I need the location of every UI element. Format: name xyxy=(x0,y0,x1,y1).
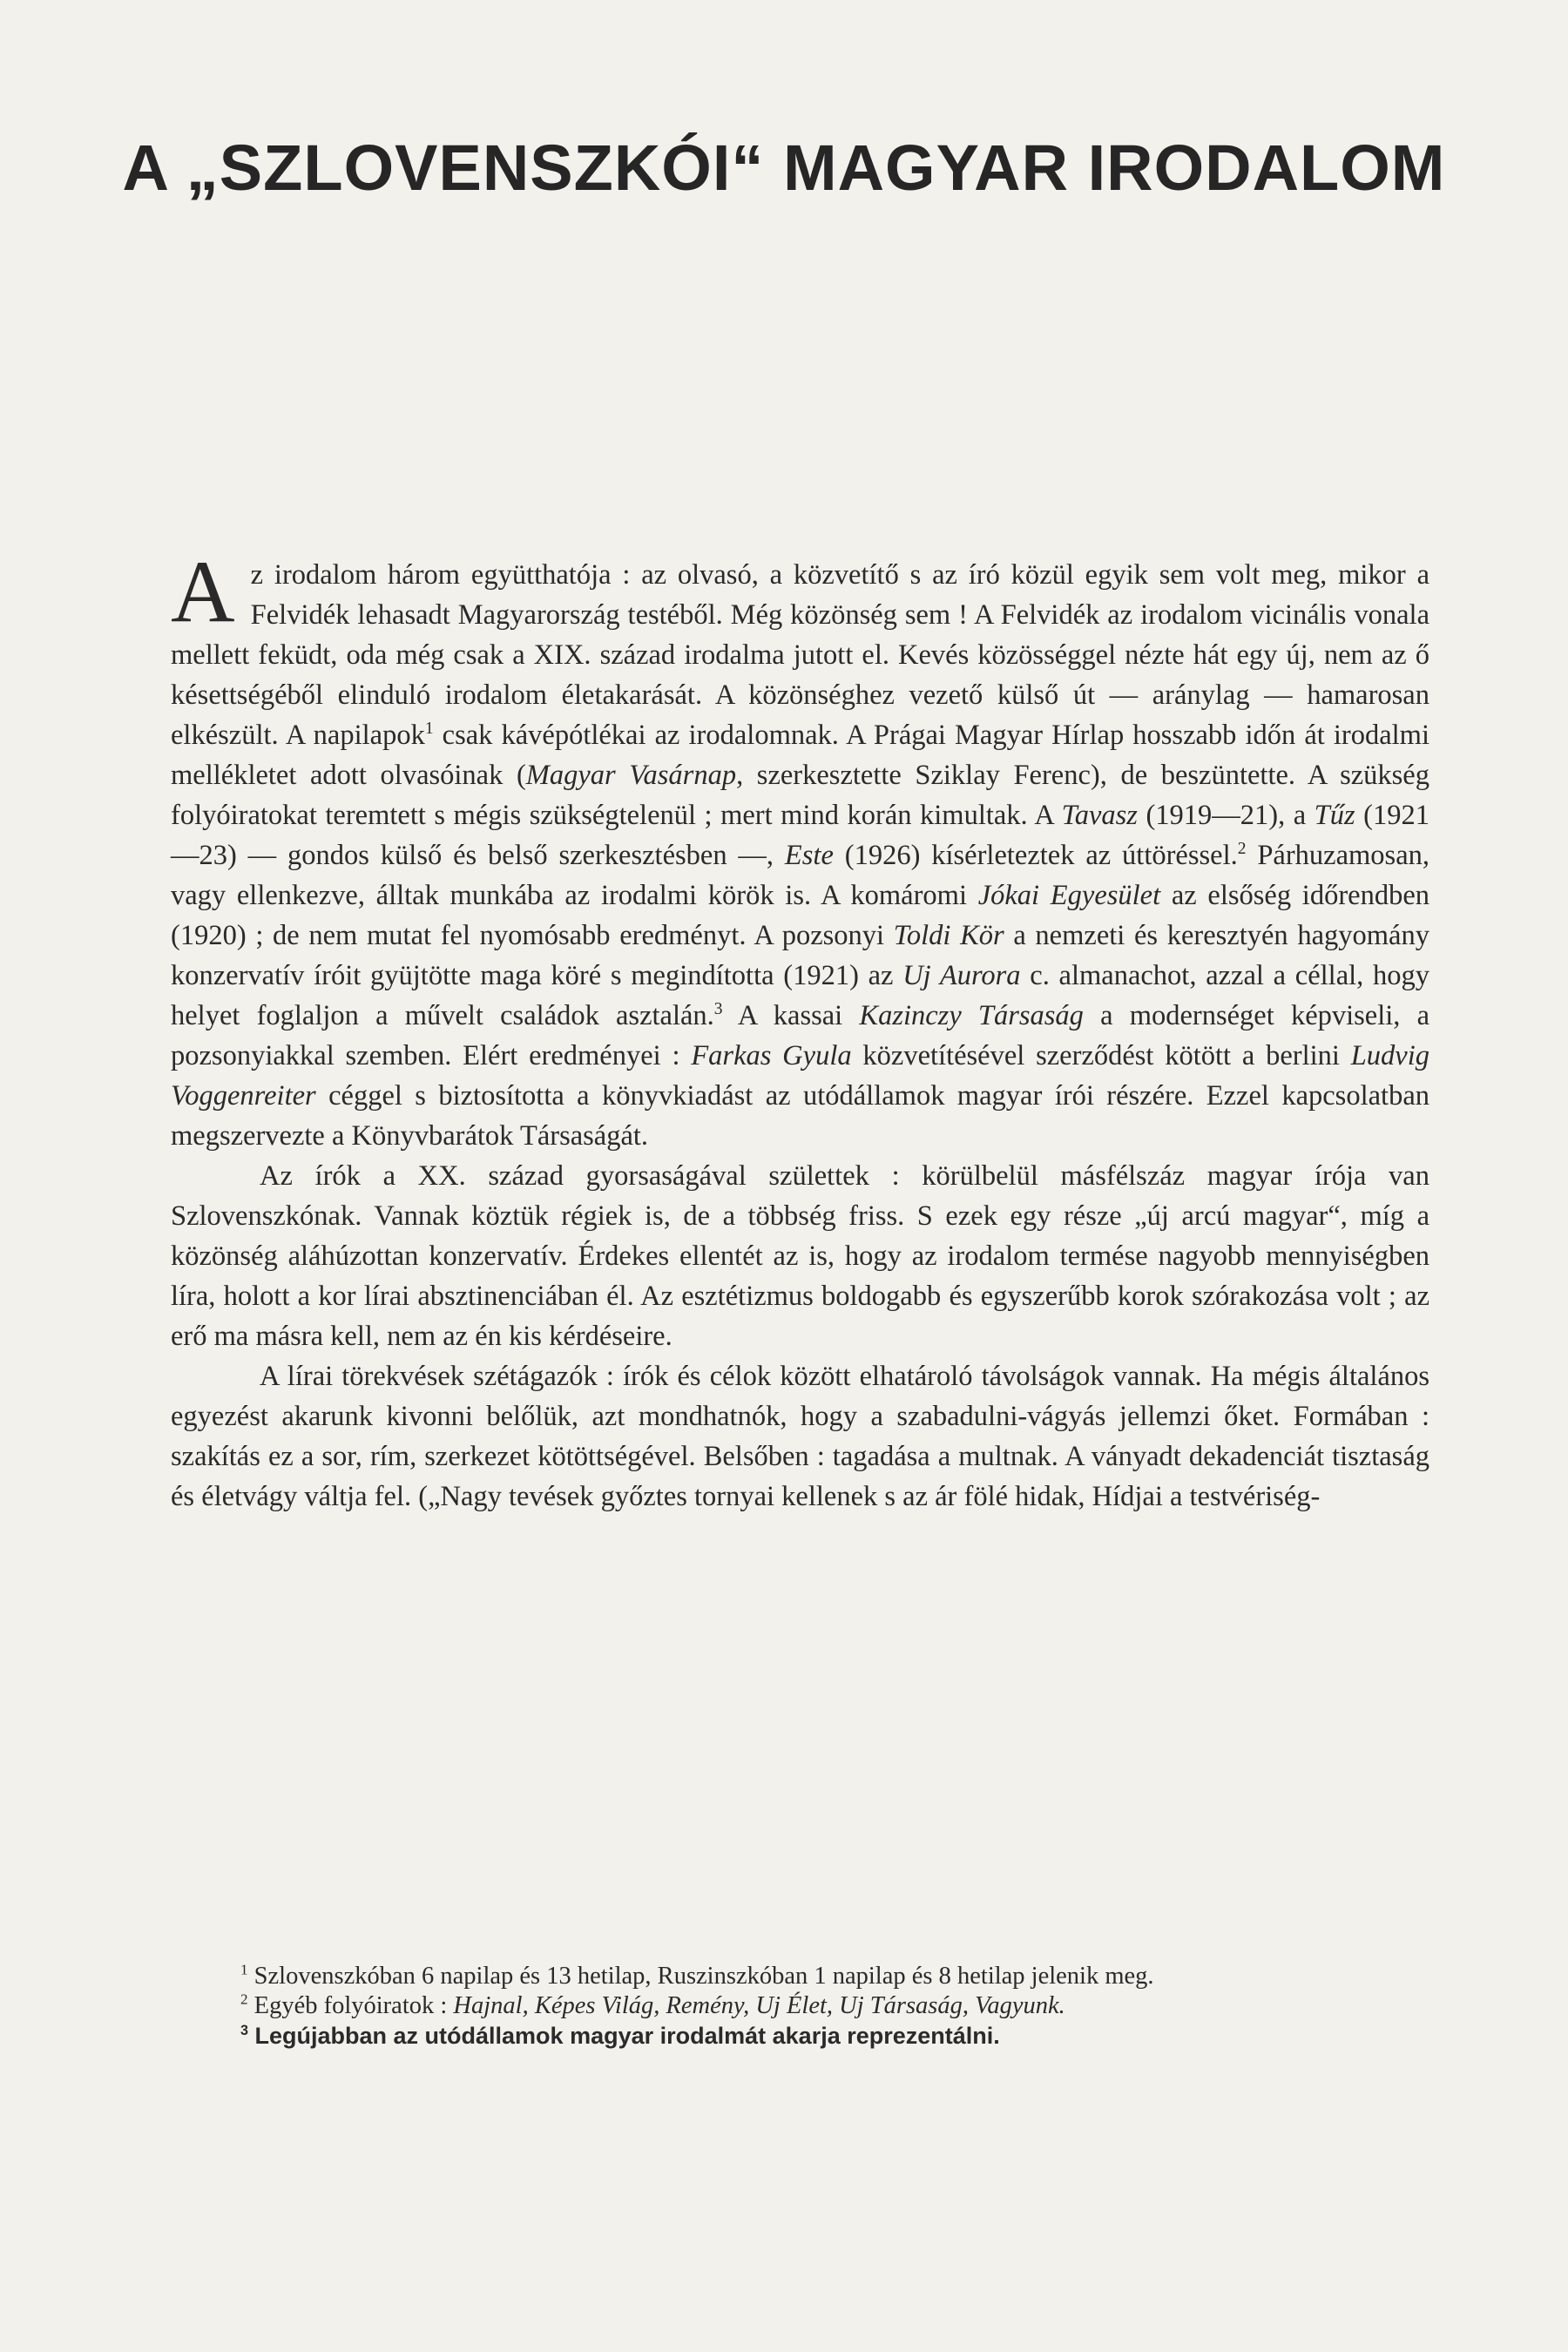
italic-text: Kazinczy Társaság xyxy=(859,1000,1084,1031)
paragraph-3: A lírai törekvések szétágazók : írók és célok között elhatároló távolságok vannak. Ha mégis általános egyezést akarunk kivonni belőlük, azt mondhatnók, hogy a szabadulni-vágyás jellemzi őket. Formában : szakítás ez a sor, rím, szerkezet kötöttségével. Belsőben : tagadása a multnak. A ványadt dekadenciát tisztaság és életvágy váltja fel. („Nagy tevések győztes tornyai kellenek s az ár fölé hidak, Hídjai a testvériség- xyxy=(171,1361,1429,1512)
footnote-marker: 1 xyxy=(240,1961,248,1978)
text-run: az elsőség időrendben (1920) ; de nem mutat fel nyomósabb eredményt. A pozsonyi xyxy=(171,880,1429,951)
footnote-3 xyxy=(171,2021,1429,2051)
italic-text: Ludvig Voggenreiter xyxy=(171,1040,1429,1112)
text-run: , szerkesztette Sziklay Ferenc), de beszüntette. A szükség folyóiratokat teremtett s mégis szükségtelenül ; mert mind korán kimultak. A xyxy=(171,760,1429,831)
paragraph-1 xyxy=(171,543,1430,1156)
footnote-2 xyxy=(171,1991,1429,2021)
text-run: Szlovenszkóban 6 napilap és 13 hetilap, Ruszinszkóban 1 napilap és 8 hetilap jelenik meg. xyxy=(247,1963,1154,1990)
text-run: (1926) kísérleteztek az úttöréssel. xyxy=(833,840,1238,871)
article-body xyxy=(171,543,1430,1517)
footnote-marker: 2 xyxy=(240,1990,248,2008)
italic-text: Jókai Egyesület xyxy=(977,880,1161,911)
italic-text: Magyar Vasárnap xyxy=(525,760,737,791)
italic-text: Tavasz xyxy=(1061,800,1138,831)
text-run: A kassai xyxy=(722,1000,860,1031)
text-run: csak kávépótlékai az irodalomnak. A Prágai Magyar Hírlap hosszabb időn át irodalmi mellékletet adott olvasóinak ( xyxy=(171,720,1429,791)
italic-text: Tűz xyxy=(1314,800,1355,831)
italic-text: Hajnal, Képes Világ, Remény, Uj Élet, Uj Társaság, Vagyunk. xyxy=(453,1992,1065,2019)
text-run: Legújabban az utódállamok magyar irodalmát akarja reprezentálni. xyxy=(248,2023,1000,2049)
text-run: a modernséget képviseli, a pozsonyiakkal szemben. Elért eredményei : xyxy=(171,1000,1430,1071)
italic-text: Toldi Kör xyxy=(893,920,1004,951)
footnote-marker: 3 xyxy=(713,1000,723,1019)
footnote-marker: 2 xyxy=(1237,840,1247,859)
text-run: (1921—23) — gondos külső és belső szerkesztésben —, xyxy=(171,800,1429,871)
footnote-marker: 1 xyxy=(424,720,434,739)
footnotes xyxy=(171,1962,1429,2051)
footnote-1 xyxy=(171,1962,1429,1991)
text-run: (1919—21), a xyxy=(1137,800,1315,831)
italic-text: Este xyxy=(784,840,834,871)
footnote-marker: 3 xyxy=(240,2023,249,2038)
paragraph-2: Az írók a XX. század gyorsaságával születtek : körülbelül másfélszáz magyar írója van Szlovenszkónak. Vannak köztük régiek is, de a többség friss. S ezek egy része „új arcú magyar“, míg a közönség aláhúzottan konzervatív. Érdekes ellentét az is, hogy az irodalom termése nagyobb mennyiségben líra, holott a kor lírai absztinenciában él. Az esztétizmus boldogabb és egyszerűbb korok szórakozása volt ; az erő ma másra kell, nem az én kis kérdéseire. xyxy=(171,1160,1429,1352)
italic-text: Farkas Gyula xyxy=(691,1040,852,1071)
text-run: Párhuzamosan, vagy ellenkezve, álltak munkába az irodalmi körök is. A komáromi xyxy=(171,840,1429,911)
text-run: a nemzeti és keresztyén hagyomány konzervatív íróit gyüjtötte maga köré s megindította (1921) az xyxy=(171,920,1429,991)
italic-text: Uj Aurora xyxy=(902,960,1021,991)
text-run: céggel s biztosította a könyvkiadást az utódállamok magyar írói részére. Ezzel kapcsolatban megszervezte a Könyvbarátok Társaságát. xyxy=(171,1080,1429,1152)
drop-cap: A xyxy=(171,543,235,641)
text-run: Egyéb folyóiratok : xyxy=(247,1992,454,2019)
page-title: A „SZLOVENSZKÓI“ MAGYAR IRODALOM xyxy=(122,132,1446,204)
text-run: közvetítésével szerződést kötött a berlini xyxy=(851,1040,1351,1071)
text-run: c. almanachot, azzal a céllal, hogy helyet foglaljon a művelt családok asztalán. xyxy=(171,960,1430,1031)
paragraph-1-text xyxy=(171,543,1430,1152)
text-run: z irodalom három együtthatója : az olvasó, a közvetítő s az író közül egyik sem volt meg, mikor a Felvidék lehasadt Magyarország testéből. Még közönség sem ! A Felvidék az irodalom vicinális vonala mellett feküdt, oda még csak a XIX. század irodalma jutott el. Kevés közösséggel nézte hát egy új, nem az ő késettségéből elinduló irodalom életakarását. A közönséghez vezető külső út — aránylag — hamarosan elkészült. A napilapok xyxy=(171,559,1429,751)
